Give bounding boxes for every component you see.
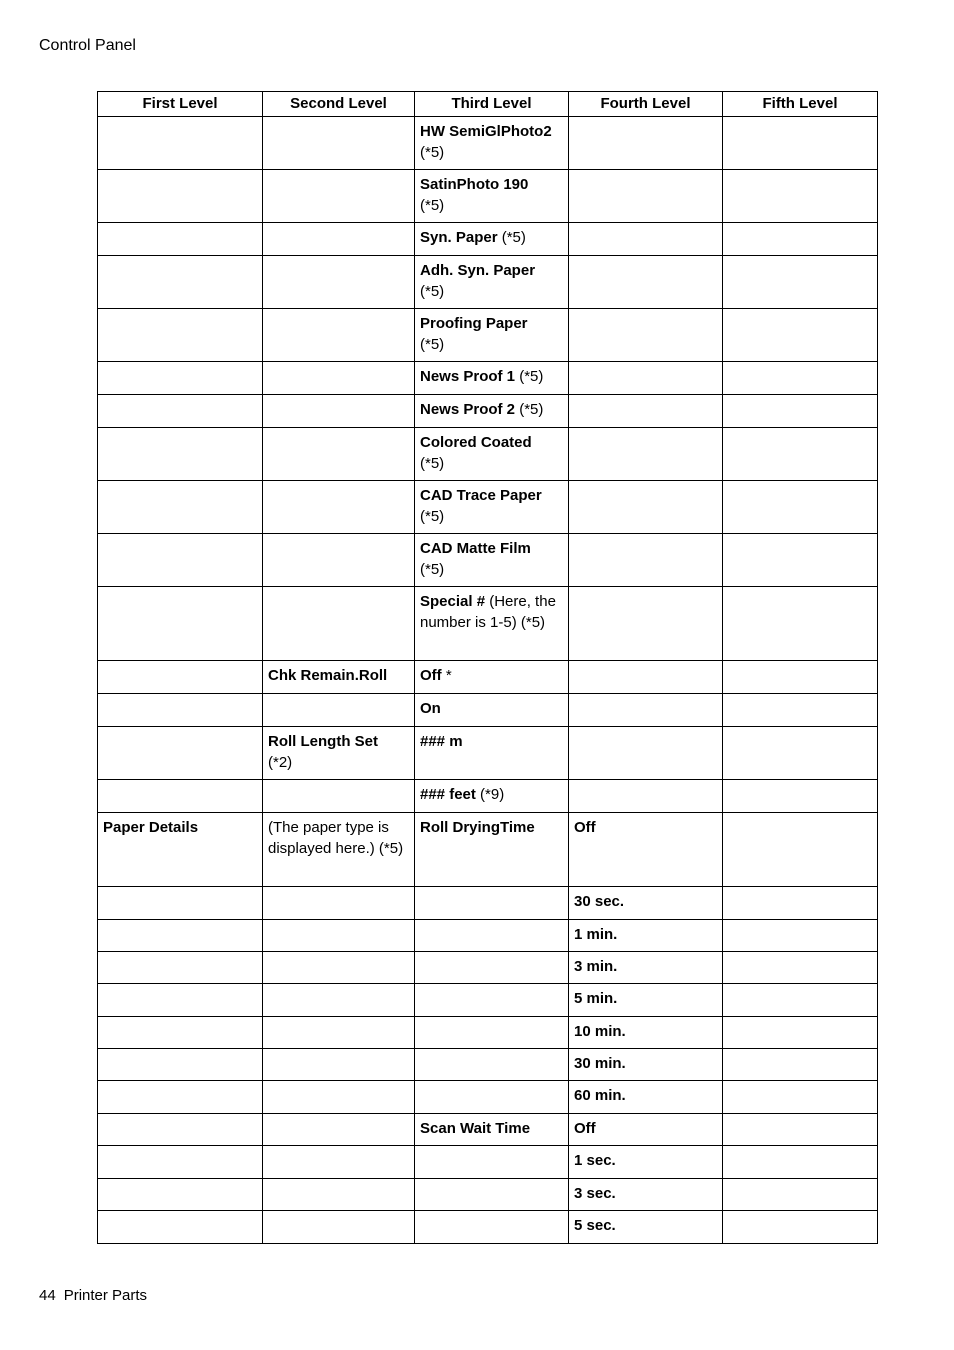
table-cell-fourth-level <box>569 1146 723 1179</box>
table-cell-first-level <box>98 1114 263 1146</box>
table-cell-fifth-level <box>723 362 878 395</box>
table-cell-third-level <box>415 694 569 727</box>
table-cell-third-level <box>415 887 569 920</box>
table-cell-fourth-level <box>569 534 723 587</box>
footer-section-title: Printer Parts <box>63 1287 148 1304</box>
table-row <box>98 534 878 587</box>
table-cell-first-level <box>98 984 263 1017</box>
table-cell-third-level <box>415 428 569 481</box>
table-cell-fifth-level <box>723 1211 878 1244</box>
table-cell-third-level <box>415 170 569 223</box>
column-header-second-level: Second Level <box>263 92 415 117</box>
table-row <box>98 362 878 395</box>
table-cell-fourth-level <box>569 1114 723 1146</box>
column-header-third-level: Third Level <box>415 92 569 117</box>
table-cell-second-level <box>263 727 415 780</box>
third-level-item: Proofing Paper <box>420 315 528 332</box>
table-cell-fourth-level <box>569 170 723 223</box>
third-level-note: * <box>441 667 452 684</box>
table-cell-third-level <box>415 534 569 587</box>
table-cell-third-level <box>415 117 569 170</box>
table-cell-first-level <box>98 428 263 481</box>
table-cell-fourth-level <box>569 1049 723 1081</box>
table-cell-fourth-level <box>569 1211 723 1244</box>
table-cell-second-level <box>263 694 415 727</box>
table-cell-first-level <box>98 1211 263 1244</box>
table-cell-fifth-level <box>723 1049 878 1081</box>
table-cell-fifth-level <box>723 661 878 694</box>
table-header-row <box>98 92 878 117</box>
table-cell-first-level <box>98 117 263 170</box>
third-level-note: (*5) <box>420 283 445 300</box>
table-cell-fourth-level <box>569 661 723 694</box>
table-cell-fifth-level <box>723 587 878 661</box>
fourth-level-item: Off <box>574 1120 596 1137</box>
column-header-first-level: First Level <box>98 92 263 117</box>
table-cell-first-level <box>98 395 263 428</box>
table-cell-second-level <box>263 362 415 395</box>
second-level-note: (*2) <box>268 754 293 771</box>
table-cell-third-level <box>415 984 569 1017</box>
table-cell-third-level <box>415 587 569 661</box>
table-cell-first-level <box>98 362 263 395</box>
table-row <box>98 661 878 694</box>
table-cell-fourth-level <box>569 727 723 780</box>
table-cell-fifth-level <box>723 1179 878 1211</box>
table-cell-fifth-level <box>723 395 878 428</box>
third-level-note: (*9) <box>475 786 505 803</box>
table-cell-fifth-level <box>723 1146 878 1179</box>
table-cell-fifth-level <box>723 1081 878 1114</box>
table-cell-fifth-level <box>723 984 878 1017</box>
table-cell-fourth-level <box>569 223 723 256</box>
table-cell-fifth-level <box>723 920 878 952</box>
fourth-level-item: 1 sec. <box>574 1152 616 1169</box>
table-cell-fifth-level <box>723 481 878 534</box>
table-cell-second-level <box>263 1114 415 1146</box>
third-level-item: ### feet <box>420 786 476 803</box>
fourth-level-item: 30 min. <box>574 1055 626 1072</box>
table-cell-fourth-level <box>569 117 723 170</box>
column-header-fifth-level: Fifth Level <box>723 92 878 117</box>
table-cell-first-level <box>98 481 263 534</box>
table-cell-first-level <box>98 920 263 952</box>
first-level-item: Paper Details <box>103 819 199 836</box>
table-cell-fifth-level <box>723 1114 878 1146</box>
table-cell-first-level <box>98 1017 263 1049</box>
table-row <box>98 1179 878 1211</box>
fourth-level-item: 30 sec. <box>574 893 625 910</box>
third-level-note: (*5) <box>420 561 445 578</box>
table-cell-first-level <box>98 223 263 256</box>
table-cell-third-level <box>415 661 569 694</box>
third-level-note: (*5) <box>515 368 544 385</box>
table-cell-first-level <box>98 170 263 223</box>
table-row <box>98 256 878 309</box>
table-row <box>98 117 878 170</box>
table-cell-fifth-level <box>723 952 878 984</box>
table-row <box>98 1146 878 1179</box>
second-level-note: (The paper type is displayed here.) (*5) <box>268 819 404 857</box>
table-row <box>98 694 878 727</box>
table-cell-fourth-level <box>569 395 723 428</box>
table-cell-second-level <box>263 395 415 428</box>
table-cell-second-level <box>263 534 415 587</box>
table-row <box>98 813 878 887</box>
table-cell-first-level <box>98 1146 263 1179</box>
table-cell-second-level <box>263 117 415 170</box>
table-cell-first-level <box>98 813 263 887</box>
table-cell-first-level <box>98 1081 263 1114</box>
table-cell-fourth-level <box>569 481 723 534</box>
table-cell-third-level <box>415 952 569 984</box>
table-cell-fourth-level <box>569 694 723 727</box>
fourth-level-item: 60 min. <box>574 1087 626 1104</box>
table-row <box>98 1017 878 1049</box>
third-level-note: (*5) <box>497 229 526 246</box>
table-cell-first-level <box>98 727 263 780</box>
table-cell-second-level <box>263 1049 415 1081</box>
third-level-item: On <box>420 700 441 717</box>
table-cell-second-level <box>263 587 415 661</box>
table-row <box>98 1049 878 1081</box>
table-cell-third-level <box>415 1017 569 1049</box>
table-cell-fourth-level <box>569 780 723 813</box>
table-cell-fifth-level <box>723 534 878 587</box>
third-level-item: CAD Matte Film <box>420 540 531 557</box>
fourth-level-item: 5 min. <box>574 990 618 1007</box>
page-header-title: Control Panel <box>39 37 136 54</box>
table-row <box>98 887 878 920</box>
table-cell-second-level <box>263 309 415 362</box>
table-cell-third-level <box>415 1081 569 1114</box>
table-row <box>98 170 878 223</box>
table-cell-third-level <box>415 1049 569 1081</box>
table-row <box>98 1081 878 1114</box>
table-cell-fourth-level <box>569 587 723 661</box>
third-level-item: SatinPhoto 190 <box>420 176 529 193</box>
third-level-note: (*5) <box>420 508 445 525</box>
table-cell-first-level <box>98 694 263 727</box>
table-cell-second-level <box>263 813 415 887</box>
table-cell-second-level <box>263 170 415 223</box>
third-level-note: (*5) <box>420 197 445 214</box>
table-cell-first-level <box>98 1179 263 1211</box>
page-footer <box>39 1287 147 1304</box>
table-cell-fifth-level <box>723 117 878 170</box>
table-cell-first-level <box>98 952 263 984</box>
table-cell-fourth-level <box>569 1179 723 1211</box>
table-cell-second-level <box>263 223 415 256</box>
third-level-item: CAD Trace Paper <box>420 487 542 504</box>
second-level-item: Chk Remain.Roll <box>268 667 388 684</box>
column-header-fourth-level: Fourth Level <box>569 92 723 117</box>
table-cell-third-level <box>415 1114 569 1146</box>
table-row <box>98 309 878 362</box>
table-cell-fourth-level <box>569 984 723 1017</box>
page-number: 44 <box>39 1287 56 1304</box>
table-cell-fifth-level <box>723 223 878 256</box>
table-row <box>98 587 878 661</box>
table-row <box>98 428 878 481</box>
third-level-item: Roll DryingTime <box>420 819 535 836</box>
menu-structure-table <box>97 91 878 1244</box>
table-cell-third-level <box>415 309 569 362</box>
third-level-item: Syn. Paper <box>420 229 498 246</box>
third-level-note: (*5) <box>515 401 544 418</box>
table-cell-third-level <box>415 256 569 309</box>
third-level-item: News Proof 2 <box>420 401 516 418</box>
table-cell-first-level <box>98 256 263 309</box>
table-cell-fifth-level <box>723 428 878 481</box>
table-cell-third-level <box>415 395 569 428</box>
table-cell-fourth-level <box>569 428 723 481</box>
table-cell-fifth-level <box>723 887 878 920</box>
table-cell-second-level <box>263 984 415 1017</box>
table-cell-fifth-level <box>723 727 878 780</box>
third-level-item: Off <box>420 667 442 684</box>
table-cell-third-level <box>415 1179 569 1211</box>
table-cell-fourth-level <box>569 813 723 887</box>
table-row <box>98 1211 878 1244</box>
table-row <box>98 481 878 534</box>
third-level-item: Colored Coated <box>420 434 532 451</box>
table-cell-second-level <box>263 780 415 813</box>
third-level-item: News Proof 1 <box>420 368 516 385</box>
second-level-item: Roll Length Set <box>268 733 378 750</box>
third-level-note: (*5) <box>420 336 445 353</box>
table-cell-second-level <box>263 1081 415 1114</box>
table-cell-second-level <box>263 481 415 534</box>
table-cell-third-level <box>415 813 569 887</box>
third-level-item: Adh. Syn. Paper <box>420 262 536 279</box>
table-cell-third-level <box>415 780 569 813</box>
table-cell-fifth-level <box>723 170 878 223</box>
table-cell-second-level <box>263 952 415 984</box>
table-body <box>98 117 878 1244</box>
fourth-level-item: 1 min. <box>574 926 618 943</box>
table-cell-first-level <box>98 887 263 920</box>
third-level-item: ### m <box>420 733 463 750</box>
table-cell-third-level <box>415 223 569 256</box>
table-row <box>98 395 878 428</box>
table-row <box>98 727 878 780</box>
table-cell-first-level <box>98 780 263 813</box>
table-cell-second-level <box>263 887 415 920</box>
table-cell-fourth-level <box>569 256 723 309</box>
table-cell-first-level <box>98 661 263 694</box>
table-cell-second-level <box>263 256 415 309</box>
table-cell-first-level <box>98 1049 263 1081</box>
table-cell-first-level <box>98 534 263 587</box>
third-level-note: (*5) <box>420 144 445 161</box>
fourth-level-item: 3 sec. <box>574 1185 616 1202</box>
fourth-level-item: 10 min. <box>574 1023 626 1040</box>
table-cell-fifth-level <box>723 1017 878 1049</box>
table-row <box>98 984 878 1017</box>
third-level-item: Scan Wait Time <box>420 1120 531 1137</box>
table-cell-third-level <box>415 1146 569 1179</box>
table-cell-fourth-level <box>569 920 723 952</box>
third-level-item: Special # <box>420 593 486 610</box>
fourth-level-item: 3 min. <box>574 958 618 975</box>
table-cell-third-level <box>415 481 569 534</box>
table-cell-fourth-level <box>569 309 723 362</box>
table-cell-second-level <box>263 428 415 481</box>
table-cell-fifth-level <box>723 256 878 309</box>
table-cell-second-level <box>263 1211 415 1244</box>
table-cell-third-level <box>415 1211 569 1244</box>
table-cell-first-level <box>98 587 263 661</box>
table-cell-second-level <box>263 1146 415 1179</box>
table-cell-fourth-level <box>569 887 723 920</box>
table-cell-fifth-level <box>723 813 878 887</box>
table-row <box>98 1114 878 1146</box>
table-cell-second-level <box>263 1017 415 1049</box>
table-cell-second-level <box>263 1179 415 1211</box>
table-cell-second-level <box>263 920 415 952</box>
table-cell-second-level <box>263 661 415 694</box>
table-row <box>98 780 878 813</box>
table-cell-fourth-level <box>569 1081 723 1114</box>
table-cell-fourth-level <box>569 1017 723 1049</box>
third-level-note: (*5) <box>420 455 445 472</box>
table-cell-third-level <box>415 920 569 952</box>
table-cell-third-level <box>415 727 569 780</box>
table-cell-fifth-level <box>723 694 878 727</box>
table-row <box>98 223 878 256</box>
fourth-level-item: Off <box>574 819 596 836</box>
fourth-level-item: 5 sec. <box>574 1217 616 1234</box>
table-cell-fourth-level <box>569 362 723 395</box>
table-cell-first-level <box>98 309 263 362</box>
third-level-note: (Here, the number is 1-5) (*5) <box>420 593 556 631</box>
table-cell-third-level <box>415 362 569 395</box>
table-cell-fifth-level <box>723 780 878 813</box>
table-row <box>98 952 878 984</box>
table-row <box>98 920 878 952</box>
third-level-item: HW SemiGlPhoto2 <box>420 123 552 140</box>
table-cell-fifth-level <box>723 309 878 362</box>
table-cell-fourth-level <box>569 952 723 984</box>
